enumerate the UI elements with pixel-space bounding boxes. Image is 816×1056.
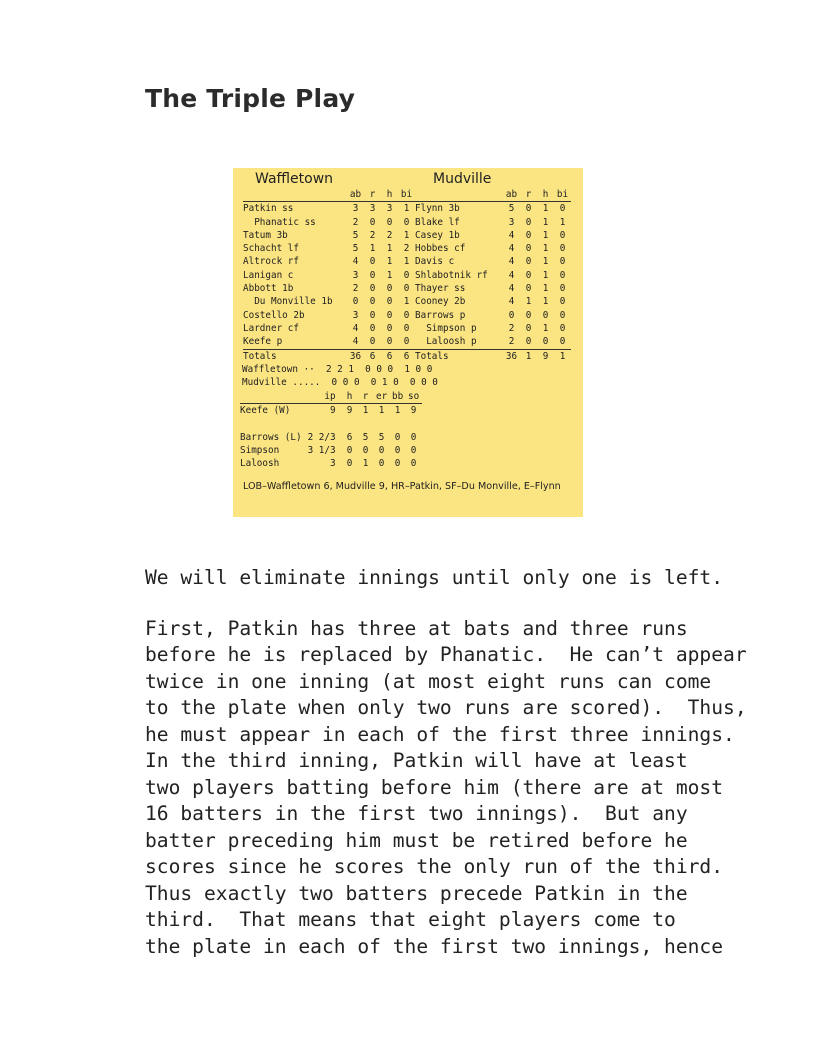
totals-label: Totals bbox=[243, 349, 347, 363]
stat-h: 3 bbox=[381, 202, 398, 216]
totals-row bbox=[243, 349, 415, 363]
column-header: h bbox=[386, 189, 393, 200]
batting-row bbox=[415, 229, 571, 242]
pitching-er: 0 bbox=[378, 458, 385, 470]
pitching-bb: 0 bbox=[394, 445, 401, 457]
stat-r: 0 bbox=[525, 336, 532, 348]
pitching-so: 0 bbox=[410, 458, 417, 470]
total-bi: 1 bbox=[554, 349, 571, 363]
pitcher-row bbox=[240, 444, 422, 457]
total-ab: 36 bbox=[347, 349, 364, 363]
player-name: Barrows p bbox=[415, 309, 466, 321]
pitcher-name: Barrows (L) bbox=[240, 431, 302, 443]
player-name: Thayer ss bbox=[415, 283, 466, 295]
pitching-r: 5 bbox=[362, 431, 369, 443]
player-name: Phanatic ss bbox=[243, 216, 316, 228]
text-line: scores since he scores the only run of the third. bbox=[145, 855, 724, 878]
pitching-spacer bbox=[240, 418, 422, 431]
batting-header-row bbox=[243, 188, 415, 202]
stat-r: 1 bbox=[369, 243, 376, 255]
stat-r: 0 bbox=[525, 322, 532, 334]
stat-bi: 0 bbox=[403, 269, 410, 281]
header-spacer bbox=[243, 188, 347, 202]
pitching-ip: 2 2/3 bbox=[307, 431, 336, 443]
totals-label: Totals bbox=[415, 349, 503, 363]
line-score-row: Waffletown ·· 2 2 1 0 0 0 1 0 0 bbox=[242, 364, 433, 375]
pitcher-name: Keefe (W) bbox=[240, 405, 291, 417]
stat-h: 0 bbox=[386, 283, 393, 295]
totals-row bbox=[415, 349, 571, 363]
batting-row bbox=[243, 282, 415, 295]
pitcher-row bbox=[240, 404, 422, 418]
stat-h: 1 bbox=[386, 243, 393, 255]
pitching-column-header: bb bbox=[391, 391, 404, 402]
pitching-bb: 0 bbox=[394, 431, 401, 443]
text-line: to the plate when only two runs are scored). Thus, bbox=[145, 696, 747, 719]
stat-bi: 1 bbox=[403, 229, 410, 241]
stat-bi: 1 bbox=[403, 256, 410, 268]
stat-bi: 0 bbox=[403, 322, 410, 334]
stat-ab: 4 bbox=[352, 256, 359, 268]
pitching-r: 1 bbox=[362, 405, 369, 417]
pitching-h: 6 bbox=[346, 431, 353, 443]
stat-h: 0 bbox=[386, 216, 393, 228]
stat-r: 0 bbox=[525, 269, 532, 281]
stat-bi: 0 bbox=[559, 322, 566, 334]
column-header: h bbox=[542, 189, 549, 200]
header-spacer bbox=[415, 188, 503, 202]
paragraph bbox=[145, 565, 785, 592]
batting-row bbox=[243, 229, 415, 242]
text-line: 16 batters in the first two innings). But any bbox=[145, 802, 688, 825]
player-name: Abbott 1b bbox=[243, 283, 294, 295]
stat-ab: 4 bbox=[508, 229, 515, 241]
line-score-row: Mudville ..... 0 0 0 0 1 0 0 0 0 bbox=[242, 377, 438, 389]
paragraph bbox=[145, 616, 785, 961]
batting-row bbox=[415, 309, 571, 322]
stat-h: 0 bbox=[542, 309, 549, 321]
stat-ab: 4 bbox=[508, 269, 515, 281]
stat-bi: 0 bbox=[559, 256, 566, 268]
stat-r: 2 bbox=[369, 229, 376, 241]
pitching-h: 0 bbox=[346, 458, 353, 470]
game-summary: LOB–Waffletown 6, Mudville 9, HR–Patkin, SF–Du Monville, E–Flynn bbox=[243, 481, 561, 492]
stat-bi: 0 bbox=[403, 309, 410, 321]
player-name: Du Monville 1b bbox=[243, 296, 333, 308]
stat-ab: 2 bbox=[352, 283, 359, 295]
batting-row bbox=[415, 335, 571, 349]
player-name: Lanigan c bbox=[243, 269, 294, 281]
stat-h: 2 bbox=[386, 229, 393, 241]
stat-ab: 5 bbox=[503, 202, 520, 216]
text-line: twice in one inning (at most eight runs can come bbox=[145, 669, 712, 693]
stat-ab: 4 bbox=[508, 243, 515, 255]
stat-h: 1 bbox=[386, 269, 393, 281]
stat-r: 0 bbox=[369, 336, 376, 348]
left-team-name: Waffletown bbox=[255, 171, 334, 187]
batting-row bbox=[415, 295, 571, 308]
stat-ab: 4 bbox=[352, 336, 359, 348]
text-line: Thus exactly two batters precede Patkin in the bbox=[145, 881, 688, 905]
batting-row bbox=[243, 202, 415, 216]
total-r: 1 bbox=[520, 349, 537, 363]
stat-ab: 4 bbox=[508, 296, 515, 308]
batting-row bbox=[415, 216, 571, 229]
box-score bbox=[233, 168, 583, 517]
stat-r: 0 bbox=[369, 256, 376, 268]
stat-ab: 3 bbox=[352, 309, 359, 321]
stat-bi: 1 bbox=[403, 296, 410, 308]
stat-bi: 0 bbox=[403, 283, 410, 295]
page-title: The Triple Play bbox=[145, 84, 356, 113]
text-line: We will eliminate innings until only one is left. bbox=[145, 566, 724, 589]
batting-row bbox=[415, 269, 571, 282]
pitching-header-row bbox=[240, 390, 422, 404]
stat-h: 0 bbox=[386, 296, 393, 308]
stat-bi: 0 bbox=[559, 296, 566, 308]
pitching-so: 0 bbox=[410, 445, 417, 457]
batting-row bbox=[415, 255, 571, 268]
stat-h: 0 bbox=[386, 336, 393, 348]
stat-r: 3 bbox=[364, 202, 381, 216]
stat-r: 0 bbox=[525, 283, 532, 295]
stat-r: 0 bbox=[369, 269, 376, 281]
pitching-ip: 3 bbox=[329, 458, 336, 470]
stat-h: 0 bbox=[386, 309, 393, 321]
stat-r: 0 bbox=[520, 202, 537, 216]
pitching-er: 1 bbox=[378, 405, 385, 417]
stat-bi: 0 bbox=[559, 283, 566, 295]
stat-r: 0 bbox=[525, 229, 532, 241]
stat-h: 1 bbox=[542, 269, 549, 281]
text-line: batter preceding him must be retired before he bbox=[145, 828, 688, 852]
batting-row bbox=[243, 309, 415, 322]
pitching-column-header: h bbox=[346, 391, 353, 402]
player-name: Tatum 3b bbox=[243, 229, 288, 241]
text-line: before he is replaced by Phanatic. He can’t appear bbox=[145, 643, 747, 666]
stat-h: 1 bbox=[542, 283, 549, 295]
batting-row bbox=[415, 242, 571, 255]
pitching-table bbox=[240, 390, 422, 471]
player-name: Keefe p bbox=[243, 336, 283, 348]
total-h: 9 bbox=[537, 349, 554, 363]
stat-ab: 3 bbox=[508, 216, 515, 228]
right-batting-table bbox=[415, 188, 571, 363]
stat-r: 0 bbox=[369, 283, 376, 295]
text-line: the plate in each of the first two innings, hence bbox=[145, 934, 724, 958]
stat-r: 0 bbox=[369, 322, 376, 334]
batting-row bbox=[415, 322, 571, 335]
player-name: Altrock rf bbox=[243, 256, 299, 268]
pitching-ip: 3 1/3 bbox=[307, 445, 336, 457]
stat-bi: 1 bbox=[398, 202, 415, 216]
stat-r: 0 bbox=[525, 256, 532, 268]
stat-h: 1 bbox=[542, 216, 549, 228]
column-header: bi bbox=[400, 189, 413, 200]
header-spacer bbox=[240, 390, 302, 404]
stat-r: 0 bbox=[525, 216, 532, 228]
batting-row bbox=[243, 269, 415, 282]
pitching-column-header: r bbox=[362, 391, 369, 402]
stat-bi: 0 bbox=[559, 269, 566, 281]
text-line: third. That means that eight players come to bbox=[145, 908, 676, 931]
stat-ab: 2 bbox=[508, 336, 515, 348]
stat-bi: 0 bbox=[403, 216, 410, 228]
player-name: Hobbes cf bbox=[415, 243, 466, 255]
column-header: ab bbox=[505, 189, 518, 200]
text-line: he must appear in each of the first three innings. bbox=[145, 722, 735, 746]
pitching-h: 9 bbox=[346, 405, 353, 417]
stat-r: 0 bbox=[369, 296, 376, 308]
stat-h: 1 bbox=[386, 256, 393, 268]
batting-row bbox=[415, 282, 571, 295]
stat-ab: 3 bbox=[352, 269, 359, 281]
player-name: Shlabotnik rf bbox=[415, 269, 488, 281]
pitching-r: 0 bbox=[362, 445, 369, 457]
stat-bi: 2 bbox=[403, 243, 410, 255]
pitching-er: 0 bbox=[378, 445, 385, 457]
column-header: r bbox=[369, 189, 376, 200]
pitching-column-header: so bbox=[407, 391, 420, 402]
batting-row bbox=[415, 202, 571, 216]
text-line: two players batting before him (there are at most bbox=[145, 775, 724, 799]
batting-row bbox=[243, 255, 415, 268]
batting-header-row bbox=[415, 188, 571, 202]
stat-h: 1 bbox=[542, 243, 549, 255]
stat-ab: 0 bbox=[352, 296, 359, 308]
stat-bi: 0 bbox=[559, 336, 566, 348]
stat-bi: 0 bbox=[559, 229, 566, 241]
stat-bi: 0 bbox=[554, 202, 571, 216]
player-name: Patkin ss bbox=[243, 202, 347, 216]
batting-row bbox=[243, 242, 415, 255]
stat-ab: 2 bbox=[352, 216, 359, 228]
stat-bi: 1 bbox=[559, 216, 566, 228]
total-bi: 6 bbox=[398, 349, 415, 363]
line-score bbox=[242, 363, 438, 390]
stat-ab: 5 bbox=[352, 243, 359, 255]
player-name: Costello 2b bbox=[243, 309, 305, 321]
stat-bi: 0 bbox=[403, 336, 410, 348]
batting-row bbox=[243, 216, 415, 229]
pitching-column-header: ip bbox=[324, 391, 336, 402]
pitching-r: 1 bbox=[362, 458, 369, 470]
total-r: 6 bbox=[364, 349, 381, 363]
stat-ab: 2 bbox=[508, 322, 515, 334]
stat-h: 1 bbox=[537, 202, 554, 216]
stat-h: 1 bbox=[542, 229, 549, 241]
player-name: Laloosh p bbox=[415, 336, 477, 348]
stat-ab: 3 bbox=[347, 202, 364, 216]
stat-h: 1 bbox=[542, 296, 549, 308]
player-name: Schacht lf bbox=[243, 243, 299, 255]
text-line: First, Patkin has three at bats and three runs bbox=[145, 616, 688, 640]
pitcher-row bbox=[240, 457, 422, 470]
stat-r: 0 bbox=[369, 309, 376, 321]
text-line: In the third inning, Patkin will have at least bbox=[145, 749, 688, 772]
batting-row bbox=[243, 335, 415, 349]
stat-bi: 0 bbox=[559, 243, 566, 255]
stat-ab: 5 bbox=[352, 229, 359, 241]
column-header: bi bbox=[556, 189, 569, 200]
player-name: Blake lf bbox=[415, 216, 460, 228]
body-text bbox=[145, 565, 785, 984]
stat-r: 0 bbox=[525, 243, 532, 255]
pitching-h: 0 bbox=[346, 445, 353, 457]
stat-r: 0 bbox=[369, 216, 376, 228]
column-header: ab bbox=[349, 189, 362, 200]
player-name: Cooney 2b bbox=[415, 296, 466, 308]
pitching-bb: 0 bbox=[394, 458, 401, 470]
stat-h: 0 bbox=[386, 322, 393, 334]
pitcher-name: Simpson bbox=[240, 445, 280, 457]
pitching-ip: 9 bbox=[329, 405, 336, 417]
stat-ab: 4 bbox=[508, 283, 515, 295]
left-batting-table bbox=[243, 188, 415, 363]
stat-h: 1 bbox=[542, 322, 549, 334]
stat-h: 0 bbox=[542, 336, 549, 348]
pitching-so: 9 bbox=[410, 405, 417, 417]
player-name: Simpson p bbox=[415, 322, 477, 334]
total-ab: 36 bbox=[503, 349, 520, 363]
batting-row bbox=[243, 295, 415, 308]
stat-h: 1 bbox=[542, 256, 549, 268]
pitching-bb: 1 bbox=[394, 405, 401, 417]
pitching-so: 0 bbox=[410, 431, 417, 443]
player-name: Casey 1b bbox=[415, 229, 460, 241]
stat-ab: 4 bbox=[352, 322, 359, 334]
player-name: Lardner cf bbox=[243, 322, 299, 334]
batting-row bbox=[243, 322, 415, 335]
total-h: 6 bbox=[381, 349, 398, 363]
player-name: Davis c bbox=[415, 256, 455, 268]
pitching-er: 5 bbox=[378, 431, 385, 443]
stat-bi: 0 bbox=[559, 309, 566, 321]
pitching-column-header: er bbox=[375, 391, 388, 402]
column-header: r bbox=[525, 189, 532, 200]
stat-r: 1 bbox=[525, 296, 532, 308]
stat-r: 0 bbox=[525, 309, 532, 321]
pitcher-name: Laloosh bbox=[240, 458, 280, 470]
stat-ab: 0 bbox=[508, 309, 515, 321]
player-name: Flynn 3b bbox=[415, 202, 503, 216]
right-team-name: Mudville bbox=[433, 171, 492, 187]
stat-ab: 4 bbox=[508, 256, 515, 268]
pitcher-row bbox=[240, 431, 422, 444]
